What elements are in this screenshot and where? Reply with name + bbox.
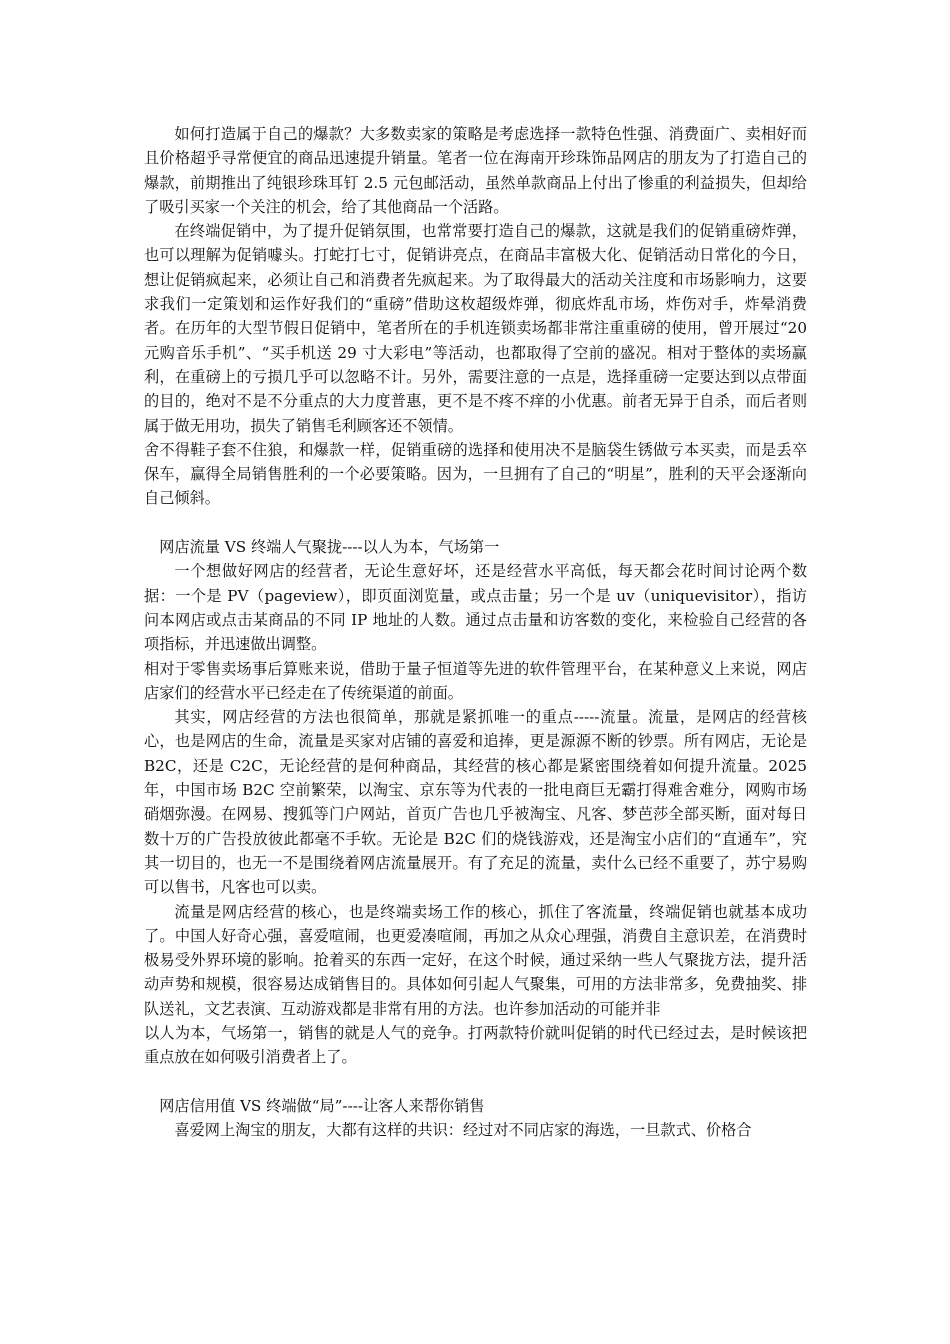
section-heading-credit: 网店信用值 VS 终端做“局”----让客人来帮你销售: [159, 1096, 485, 1115]
blank-line: [144, 511, 807, 535]
section-heading-traffic: 网店流量 VS 终端人气聚拢----以人为本，气场第一: [159, 538, 500, 557]
paragraph-online-shopping: 喜爱网上淘宝的朋友，大都有这样的共识：经过对不同店家的海选，一旦款式、价格合: [174, 1121, 752, 1140]
paragraph-people-first: 以人为本，气场第一，销售的就是人气的竞争。打两款特价就叫促销的时代已经过去，是时候该把重点放在如何吸引消费者上了。: [144, 1023, 807, 1067]
paragraph-traffic-core: 其实，网店经营的方法也很简单，那就是紧抓唯一的重点-----流量。流量，是网店的经营核心，也是网店的生命，流量是买家对店铺的喜爱和追捧，更是源源不断的钞票。所有网店，无论是 B2C，还是 C2C，无论经营的是何种商品，其经营的核心都是紧密围绕着如何提升流量。2025 年，中国市场 B2C 空前繁荣，以淘宝、京东等为代表的一批电商巨无霸打得难舍难分，网购市场硝烟弥漫。在网易、搜狐等门户网站，首页广告也几乎被淘宝、凡客、梦芭莎全部买断，面对每日数十万的广告投放彼此都毫不手软。无论是 B2C 们的烧钱游戏，还是淘宝小店们的“直通车”，究其一切目的，也无一不是围绕着网店流量展开。有了充足的流量，卖什么已经不重要了，苏宁易购可以售书，凡客也可以卖。: [144, 708, 807, 897]
paragraph-strategy: 舍不得鞋子套不住狼，和爆款一样，促销重磅的选择和使用决不是脑袋生锈做亏本买卖，而是丢卒保车，赢得全局销售胜利的一个必要策略。因为，一旦拥有了自己的“明星”，胜利的天平会逐渐向自己倾斜。: [144, 440, 807, 508]
paragraph-hot-item: 如何打造属于自己的爆款？大多数卖家的策略是考虑选择一款特色性强、消费面广、卖相好而且价格超乎寻常便宜的商品迅速提升销量。笔者一位在海南开珍珠饰品网店的朋友为了打造自己的爆款，前期推出了纯银珍珠耳钉 2.5 元包邮活动，虽然单款商品上付出了惨重的利益损失，但却给了吸引买家一个关注的机会，给了其他商品一个活路。: [144, 125, 807, 216]
document-body: [144, 122, 807, 1142]
paragraph-crowd-gathering: 流量是网店经营的核心，也是终端卖场工作的核心，抓住了客流量，终端促销也就基本成功了。中国人好奇心强，喜爱喧闹，也更爱凑喧闹，再加之从众心理强，消费自主意识差，在消费时极易受外界环境的影响。抢着买的东西一定好，在这个时候，通过采纳一些人气聚拢方法，提升活动声势和规模，很容易达成销售目的。具体如何引起人气聚集，可用的方法非常多，免费抽奖、排队送礼，文艺表演、互动游戏都是非常有用的方法。也许参加活动的可能并非: [144, 902, 807, 1018]
blank-line: [144, 1070, 807, 1094]
paragraph-terminal-promotion: 在终端促销中，为了提升促销氛围，也常常要打造自己的爆款，这就是我们的促销重磅炸弹，也可以理解为促销噱头。打蛇打七寸，促销讲亮点，在商品丰富极大化、促销活动日常化的今日，想让促销疯起来，必须让自己和消费者先疯起来。为了取得最大的活动关注度和市场影响力，这要求我们一定策划和运作好我们的“重磅”借助这枚超级炸弹，彻底炸乱市场，炸伤对手，炸晕消费者。在历年的大型节假日促销中，笔者所在的手机连锁卖场都非常注重重磅的使用，曾开展过“20 元购音乐手机”、“买手机送 29 寸大彩电”等活动，也都取得了空前的盛况。相对于整体的卖场赢利，在重磅上的亏损几乎可以忽略不计。另外，需要注意的一点是，选择重磅一定要达到以点带面的目的，绝对不是不分重点的大力度普惠，更不是不疼不痒的小优惠。前者无异于自杀，而后者则属于做无用功，损失了销售毛利顾客还不领情。: [144, 222, 807, 435]
paragraph-pv-uv: 一个想做好网店的经营者，无论生意好坏，还是经营水平高低，每天都会花时间讨论两个数据：一个是 PV（pageview），即页面浏览量，或点击量；另一个是 uv（uniquevisitor），指访问本网店或点击某商品的不同 IP 地址的人数。通过点击量和访客数的变化，来检验自己经营的各项指标，并迅速做出调整。: [144, 562, 807, 654]
paragraph-software-platform: 相对于零售卖场事后算账来说，借助于量子恒道等先进的软件管理平台，在某种意义上来说，网店店家们的经营水平已经走在了传统渠道的前面。: [144, 659, 807, 702]
